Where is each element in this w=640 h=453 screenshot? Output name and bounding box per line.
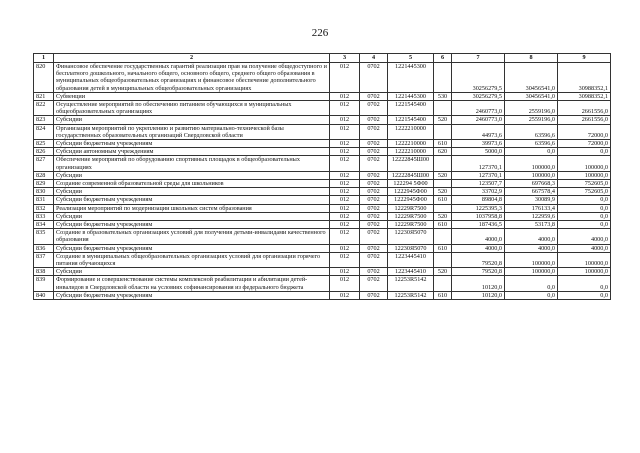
- cell-expense-type: 610: [434, 244, 452, 252]
- cell-amount-2024: 100000,0: [505, 268, 558, 276]
- cell-ministry-code: 012: [330, 63, 360, 93]
- cell-amount-2023: 127370,1: [452, 156, 505, 171]
- table-row: [34, 148, 611, 156]
- cell-section-code: 0702: [360, 180, 388, 188]
- cell-amount-2024: 63596,6: [505, 140, 558, 148]
- column-header: 1: [34, 54, 54, 63]
- cell-ministry-code: 012: [330, 124, 360, 139]
- cell-amount-2025: 0,0: [558, 204, 611, 212]
- cell-target-code: 1222210000: [388, 140, 434, 148]
- table-row: [34, 212, 611, 220]
- cell-expense-type: 530: [434, 92, 452, 100]
- cell-amount-2025: 30988352,1: [558, 63, 611, 93]
- cell-amount-2024: 2559196,0: [505, 116, 558, 124]
- table-row: [34, 156, 611, 171]
- cell-amount-2025: 4000,0: [558, 229, 611, 244]
- cell-amount-2023: 2460773,0: [452, 116, 505, 124]
- cell-target-code: 122294 5Ф00: [388, 180, 434, 188]
- cell-amount-2025: 0,0: [558, 212, 611, 220]
- table-row: [34, 92, 611, 100]
- table-row: [34, 196, 611, 204]
- cell-amount-2023: 10120,0: [452, 276, 505, 291]
- cell-amount-2023: 33702,9: [452, 188, 505, 196]
- cell-amount-2025: 0,0: [558, 221, 611, 229]
- cell-amount-2023: 79520,8: [452, 252, 505, 267]
- table-row: [34, 140, 611, 148]
- cell-ministry-code: 012: [330, 180, 360, 188]
- cell-section-code: 0702: [360, 212, 388, 220]
- cell-ministry-code: 012: [330, 212, 360, 220]
- row-name: Организация мероприятий по укреплению и развитию материально-технической базы государственных образовательных организаций Свердловской области: [54, 124, 330, 139]
- row-name: Субсидии автономным учреждениям: [54, 148, 330, 156]
- cell-expense-type: 520: [434, 212, 452, 220]
- cell-expense-type: [434, 63, 452, 93]
- cell-amount-2025: 100000,0: [558, 268, 611, 276]
- cell-amount-2023: 39973,6: [452, 140, 505, 148]
- cell-amount-2024: 100000,0: [505, 171, 558, 179]
- cell-amount-2025: 0,0: [558, 291, 611, 299]
- cell-ministry-code: 012: [330, 101, 360, 116]
- cell-amount-2023: 30256279,5: [452, 63, 505, 93]
- cell-expense-type: [434, 124, 452, 139]
- cell-amount-2023: 4000,0: [452, 229, 505, 244]
- cell-target-code: 1223445410: [388, 268, 434, 276]
- cell-section-code: 0702: [360, 204, 388, 212]
- cell-ministry-code: 012: [330, 276, 360, 291]
- cell-amount-2024: 667578,4: [505, 188, 558, 196]
- cell-target-code: 1221445300: [388, 92, 434, 100]
- row-number: 839: [34, 276, 54, 291]
- row-name: Субсидии бюджетным учреждениям: [54, 221, 330, 229]
- cell-amount-2023: 127370,1: [452, 171, 505, 179]
- cell-target-code: 12229R7500: [388, 204, 434, 212]
- table-row: [34, 229, 611, 244]
- cell-amount-2024: 4000,0: [505, 244, 558, 252]
- cell-amount-2025: 0,0: [558, 196, 611, 204]
- cell-section-code: 0702: [360, 140, 388, 148]
- row-number: 831: [34, 196, 54, 204]
- cell-expense-type: [434, 229, 452, 244]
- cell-amount-2023: 123507,7: [452, 180, 505, 188]
- cell-ministry-code: 012: [330, 156, 360, 171]
- row-number: 826: [34, 148, 54, 156]
- cell-ministry-code: 012: [330, 116, 360, 124]
- header-row: [34, 54, 611, 63]
- cell-amount-2023: 79520,8: [452, 268, 505, 276]
- cell-amount-2025: 752605,0: [558, 188, 611, 196]
- cell-ministry-code: 012: [330, 268, 360, 276]
- cell-expense-type: [434, 276, 452, 291]
- row-name: Субсидии: [54, 268, 330, 276]
- column-header: 7: [452, 54, 505, 63]
- cell-amount-2024: 30456541,0: [505, 92, 558, 100]
- cell-ministry-code: 012: [330, 221, 360, 229]
- cell-amount-2025: 100000,0: [558, 156, 611, 171]
- cell-ministry-code: 012: [330, 196, 360, 204]
- row-number: 829: [34, 180, 54, 188]
- cell-target-code: 12222845Ш00: [388, 156, 434, 171]
- cell-expense-type: 520: [434, 188, 452, 196]
- table-row: [34, 180, 611, 188]
- cell-amount-2025: 752605,0: [558, 180, 611, 188]
- cell-expense-type: 610: [434, 221, 452, 229]
- cell-expense-type: 520: [434, 116, 452, 124]
- row-number: 824: [34, 124, 54, 139]
- column-header: 3: [330, 54, 360, 63]
- cell-target-code: 1221445300: [388, 63, 434, 93]
- cell-target-code: 12229R7500: [388, 212, 434, 220]
- cell-amount-2025: 4000,0: [558, 244, 611, 252]
- row-number: 827: [34, 156, 54, 171]
- cell-ministry-code: 012: [330, 188, 360, 196]
- row-name: Создание в образовательных организациях условий для получения детьми-инвалидами качественного образования: [54, 229, 330, 244]
- row-name: Субсидии: [54, 116, 330, 124]
- cell-ministry-code: 012: [330, 204, 360, 212]
- cell-amount-2025: 100000,0: [558, 171, 611, 179]
- cell-amount-2024: 30456541,0: [505, 63, 558, 93]
- cell-amount-2023: 89804,8: [452, 196, 505, 204]
- row-number: 833: [34, 212, 54, 220]
- table-row: [34, 252, 611, 267]
- row-name: Обеспечение мероприятий по оборудованию спортивных площадок в общеобразовательных организациях: [54, 156, 330, 171]
- cell-section-code: 0702: [360, 229, 388, 244]
- cell-section-code: 0702: [360, 92, 388, 100]
- cell-amount-2023: 5000,0: [452, 148, 505, 156]
- row-number: 820: [34, 63, 54, 93]
- cell-target-code: 1222945Ф00: [388, 196, 434, 204]
- cell-target-code: 12253R5142: [388, 276, 434, 291]
- cell-section-code: 0702: [360, 252, 388, 267]
- cell-amount-2024: 697668,3: [505, 180, 558, 188]
- cell-ministry-code: 012: [330, 148, 360, 156]
- row-name: Субсидии: [54, 212, 330, 220]
- row-number: 822: [34, 101, 54, 116]
- cell-section-code: 0702: [360, 268, 388, 276]
- row-name: Субсидии бюджетным учреждениям: [54, 291, 330, 299]
- cell-amount-2024: 0,0: [505, 291, 558, 299]
- cell-amount-2023: 30256279,5: [452, 92, 505, 100]
- cell-expense-type: [434, 204, 452, 212]
- cell-amount-2025: 2661556,0: [558, 116, 611, 124]
- cell-amount-2023: 2460773,0: [452, 101, 505, 116]
- cell-amount-2024: 30089,9: [505, 196, 558, 204]
- row-number: 828: [34, 171, 54, 179]
- cell-amount-2025: 100000,0: [558, 252, 611, 267]
- cell-ministry-code: 012: [330, 171, 360, 179]
- cell-amount-2025: 2661556,0: [558, 101, 611, 116]
- cell-amount-2025: 0,0: [558, 148, 611, 156]
- cell-section-code: 0702: [360, 171, 388, 179]
- row-name: Реализация мероприятий по модернизации школьных систем образования: [54, 204, 330, 212]
- column-header: 8: [505, 54, 558, 63]
- cell-amount-2025: 0,0: [558, 276, 611, 291]
- cell-ministry-code: 012: [330, 252, 360, 267]
- row-name: Создание в муниципальных общеобразовательных организациях условий для организации горячего питания обучающихся: [54, 252, 330, 267]
- cell-target-code: 1222945Ф00: [388, 188, 434, 196]
- cell-target-code: 12230Я5070: [388, 229, 434, 244]
- cell-ministry-code: 012: [330, 291, 360, 299]
- cell-section-code: 0702: [360, 196, 388, 204]
- cell-target-code: 1223445410: [388, 252, 434, 267]
- cell-amount-2023: 187436,5: [452, 221, 505, 229]
- row-name: Субсидии бюджетным учреждениям: [54, 140, 330, 148]
- row-number: 825: [34, 140, 54, 148]
- row-number: 836: [34, 244, 54, 252]
- row-name: Финансовое обеспечение государственных гарантий реализации прав на получение общедоступного и бесплатного дошкольного, начального общего, основного общего, среднего общего образования в муниципальных общеобразовательных организациях и финансовое обеспечение дополнительного образования детей в муниципальных общеобразовательных организациях: [54, 63, 330, 93]
- cell-expense-type: 520: [434, 171, 452, 179]
- cell-amount-2024: 2559196,0: [505, 101, 558, 116]
- row-number: 838: [34, 268, 54, 276]
- cell-section-code: 0702: [360, 291, 388, 299]
- column-header: 9: [558, 54, 611, 63]
- table-row: [34, 221, 611, 229]
- column-header: 4: [360, 54, 388, 63]
- cell-section-code: 0702: [360, 101, 388, 116]
- table-row: [34, 291, 611, 299]
- column-header: 5: [388, 54, 434, 63]
- cell-amount-2024: 63596,6: [505, 124, 558, 139]
- table-row: [34, 171, 611, 179]
- cell-amount-2024: 0,0: [505, 148, 558, 156]
- cell-expense-type: [434, 156, 452, 171]
- table-row: [34, 116, 611, 124]
- cell-amount-2025: 72000,0: [558, 124, 611, 139]
- budget-table: [33, 53, 611, 300]
- row-name: Осуществление мероприятий по обеспечению питанием обучающихся в муниципальных общеобразовательных организациях: [54, 101, 330, 116]
- cell-amount-2023: 44973,6: [452, 124, 505, 139]
- cell-expense-type: 620: [434, 148, 452, 156]
- cell-target-code: 12229R7500: [388, 221, 434, 229]
- row-number: 821: [34, 92, 54, 100]
- row-name: Субвенции: [54, 92, 330, 100]
- table-row: [34, 276, 611, 291]
- table-row: [34, 244, 611, 252]
- cell-expense-type: [434, 252, 452, 267]
- table-row: [34, 101, 611, 116]
- row-name: Формирование и совершенствование системы комплексной реабилитации и абилитации детей-инвалидов в Свердловской области на условиях софинансирования из федерального бюджета: [54, 276, 330, 291]
- cell-section-code: 0702: [360, 188, 388, 196]
- cell-target-code: 12253R5142: [388, 291, 434, 299]
- cell-section-code: 0702: [360, 124, 388, 139]
- cell-section-code: 0702: [360, 116, 388, 124]
- cell-expense-type: 610: [434, 140, 452, 148]
- cell-section-code: 0702: [360, 276, 388, 291]
- cell-section-code: 0702: [360, 244, 388, 252]
- cell-amount-2023: 4000,0: [452, 244, 505, 252]
- cell-target-code: 1222210000: [388, 148, 434, 156]
- row-name: Субсидии бюджетным учреждениям: [54, 196, 330, 204]
- cell-amount-2024: 0,0: [505, 276, 558, 291]
- row-name: Субсидии бюджетным учреждениям: [54, 244, 330, 252]
- cell-expense-type: 610: [434, 291, 452, 299]
- table-row: [34, 63, 611, 93]
- cell-expense-type: [434, 180, 452, 188]
- row-number: 840: [34, 291, 54, 299]
- cell-amount-2025: 30988352,1: [558, 92, 611, 100]
- cell-amount-2024: 4000,0: [505, 229, 558, 244]
- row-number: 823: [34, 116, 54, 124]
- cell-amount-2023: 1225395,3: [452, 204, 505, 212]
- table-body: [34, 63, 611, 300]
- cell-amount-2024: 100000,0: [505, 252, 558, 267]
- cell-amount-2024: 176133,4: [505, 204, 558, 212]
- cell-amount-2024: 122959,6: [505, 212, 558, 220]
- page-number: 226: [311, 27, 329, 39]
- cell-amount-2023: 1037958,8: [452, 212, 505, 220]
- cell-expense-type: 610: [434, 196, 452, 204]
- table-row: [34, 188, 611, 196]
- cell-amount-2025: 72000,0: [558, 140, 611, 148]
- column-header: 2: [54, 54, 330, 63]
- table-row: [34, 204, 611, 212]
- row-name: Субсидии: [54, 171, 330, 179]
- row-number: 834: [34, 221, 54, 229]
- table-row: [34, 124, 611, 139]
- cell-section-code: 0702: [360, 63, 388, 93]
- cell-amount-2024: 53173,8: [505, 221, 558, 229]
- cell-target-code: 1221545400: [388, 116, 434, 124]
- cell-expense-type: [434, 101, 452, 116]
- cell-ministry-code: 012: [330, 229, 360, 244]
- cell-section-code: 0702: [360, 148, 388, 156]
- table-row: [34, 268, 611, 276]
- row-number: 832: [34, 204, 54, 212]
- row-name: Создание современной образовательной среды для школьников: [54, 180, 330, 188]
- column-header: 6: [434, 54, 452, 63]
- cell-section-code: 0702: [360, 221, 388, 229]
- row-number: 835: [34, 229, 54, 244]
- cell-target-code: 12222845Ш00: [388, 171, 434, 179]
- cell-amount-2023: 10120,0: [452, 291, 505, 299]
- cell-expense-type: 520: [434, 268, 452, 276]
- cell-ministry-code: 012: [330, 140, 360, 148]
- cell-target-code: 1222210000: [388, 124, 434, 139]
- cell-target-code: 1221545400: [388, 101, 434, 116]
- cell-ministry-code: 012: [330, 244, 360, 252]
- row-number: 830: [34, 188, 54, 196]
- cell-amount-2024: 100000,0: [505, 156, 558, 171]
- cell-target-code: 12230Я5070: [388, 244, 434, 252]
- cell-section-code: 0702: [360, 156, 388, 171]
- cell-ministry-code: 012: [330, 92, 360, 100]
- row-name: Субсидии: [54, 188, 330, 196]
- row-number: 837: [34, 252, 54, 267]
